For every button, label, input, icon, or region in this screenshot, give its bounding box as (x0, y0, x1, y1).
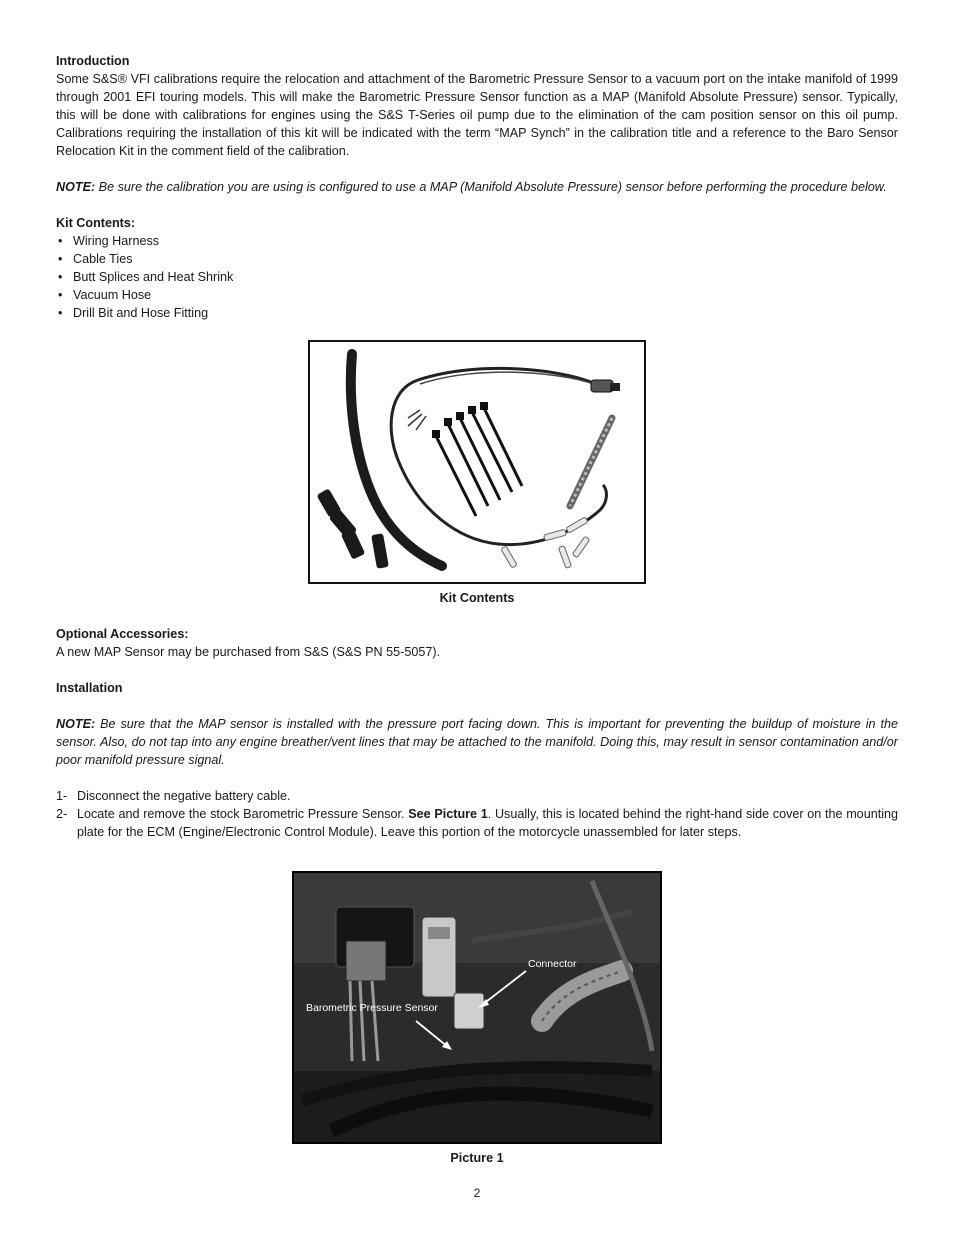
list-item: • Wiring Harness (56, 232, 898, 250)
note-text: Be sure the calibration you are using is configured to use a MAP (Manifold Absolute Pressure) sensor before performing the procedure below. (95, 180, 887, 194)
step-number: 2- (56, 807, 68, 821)
kit-contents-heading: Kit Contents: (56, 216, 136, 230)
optional-accessories-body: A new MAP Sensor may be purchased from S&S (S&S PN 55-5057). (56, 645, 441, 659)
introduction-body: Some S&S® VFI calibrations require the relocation and attachment of the Barometric Pressure Sensor to a vacuum port on the intake manifold of 1999 through 2001 EFI touring models. This will make the Barometric Pressure Sensor function as a MAP (Manifold Absolute Pressure) sensor. Typically, this will be done with calibrations for engines using the S&S T-Series oil pump due to the elimination of the cam position sensor on this oil pump. Calibrations requiring the installation of this kit will be indicated with the term “MAP Synch” in the calibration title and a reference to the Baro Sensor Relocation Kit in the comment field of the calibration. (56, 72, 898, 158)
picture-1-photo (292, 871, 662, 1149)
note-label: NOTE: (56, 180, 96, 194)
step-item (56, 787, 898, 805)
note-map-sensor (56, 715, 898, 769)
introduction-heading: Introduction (56, 54, 130, 68)
list-item: • Cable Ties (56, 250, 898, 268)
step-text: Locate and remove the stock Barometric Pressure Sensor. (77, 807, 409, 821)
picture-1-image (292, 871, 662, 1144)
note-text: Be sure that the MAP sensor is installed with the pressure port facing down. This is important for preventing the buildup of moisture in the sensor. Also, do not tap into any engine breather/vent lines that may be attached to the manifold. Doing this, may result in sensor contamination and/or poor manifold pressure signal. (56, 717, 898, 767)
step-number: 1- (56, 789, 68, 803)
connector-label: Connector (528, 958, 577, 970)
step-item (56, 805, 898, 841)
picture-1-caption: Picture 1 (450, 1151, 504, 1165)
optional-accessories-heading: Optional Accessories: (56, 627, 189, 641)
step-text: . Usually, this is located behind the right-hand side cover on the mounting plate for the ECM (Engine/Electronic Control Module). Leave this portion of the motorcycle unassembled for later steps. (77, 807, 899, 839)
kit-contents-photo (308, 340, 646, 589)
note-label: NOTE: (56, 717, 96, 731)
note-calibration (56, 178, 898, 196)
kit-contents-image (308, 340, 646, 584)
installation-heading: Installation (56, 681, 123, 695)
kit-contents-caption: Kit Contents (439, 591, 515, 605)
page-number: 2 (473, 1186, 481, 1200)
kit-contents-list (56, 232, 898, 322)
document-page (56, 52, 898, 1167)
list-item: • Drill Bit and Hose Fitting (56, 304, 898, 322)
step-reference: See Picture 1 (408, 807, 488, 821)
step-text: Disconnect the negative battery cable. (77, 789, 291, 803)
list-item: • Butt Splices and Heat Shrink (56, 268, 898, 286)
list-item: • Vacuum Hose (56, 286, 898, 304)
installation-steps (56, 787, 898, 841)
barometric-sensor-label: Barometric Pressure Sensor (306, 1002, 438, 1014)
